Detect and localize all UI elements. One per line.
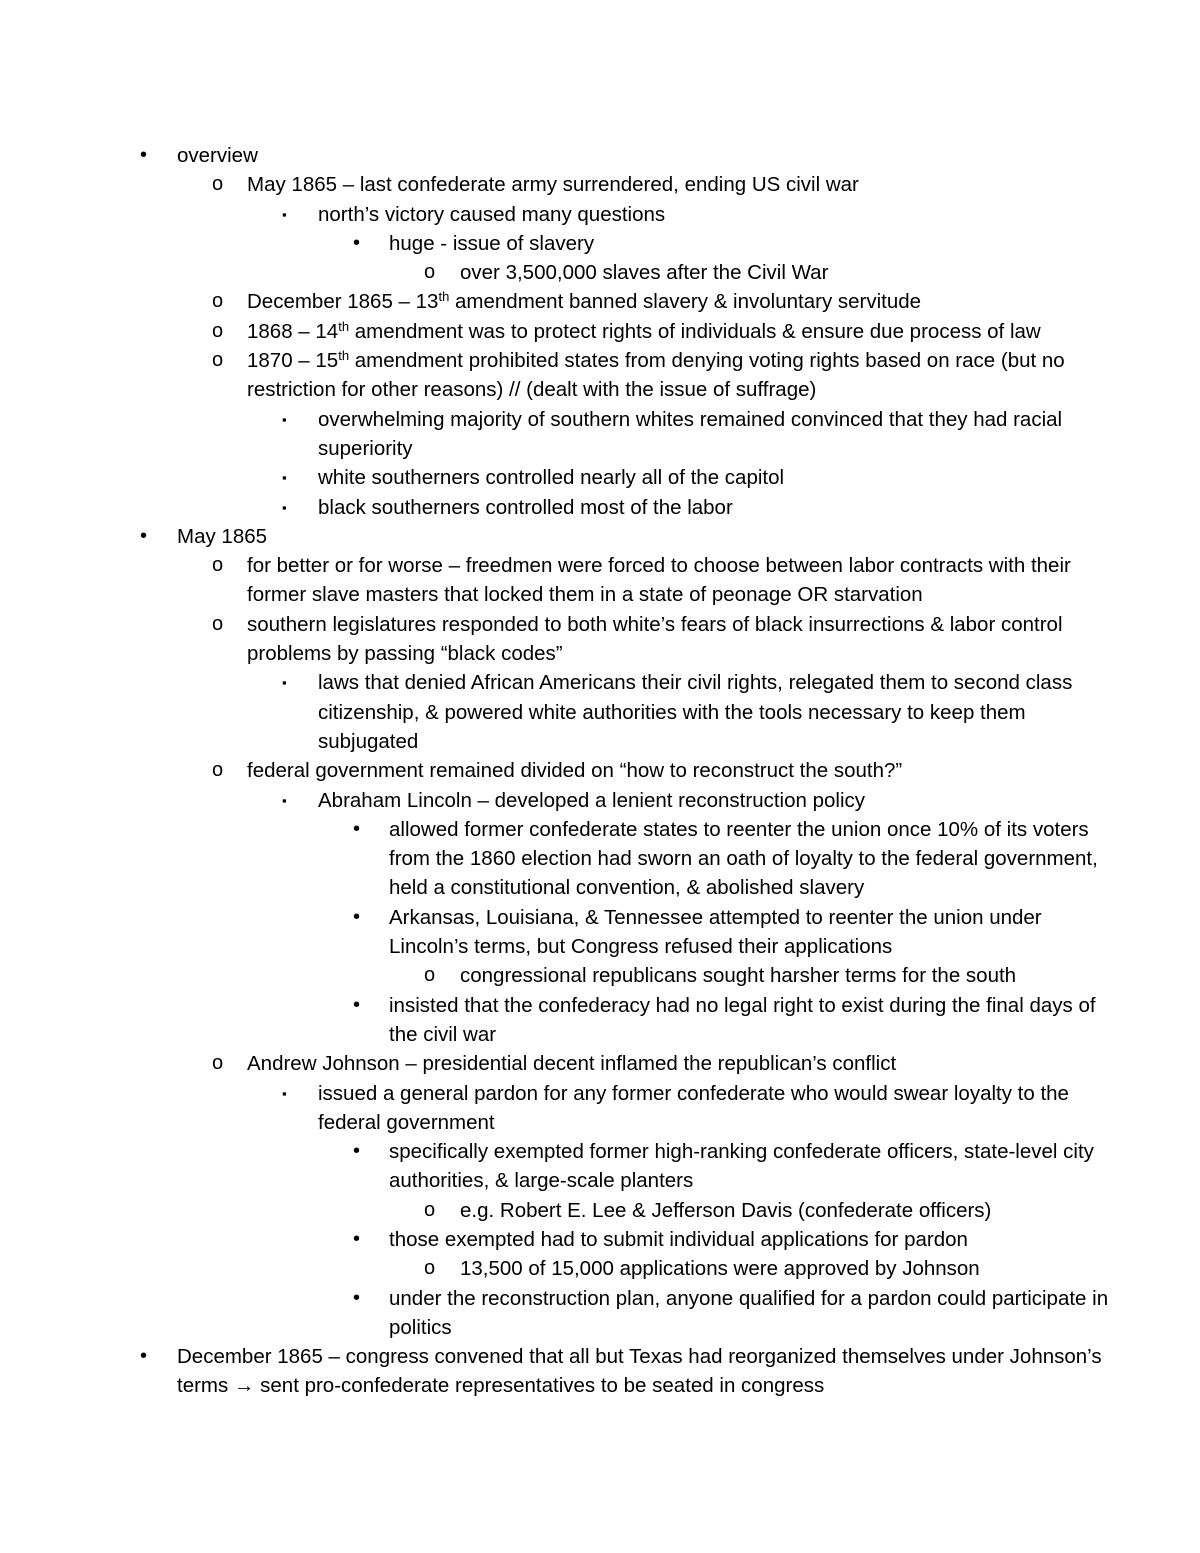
bullet-marker: • [353,231,361,254]
bullet-marker: o [212,554,224,577]
outline-item-level-3 [0,903,1200,962]
bullet-marker: • [140,524,148,547]
bullet-marker: o [212,1052,224,1075]
outline-item-level-2 [0,200,1200,229]
outline-item-level-1 [0,551,1200,610]
item-text [247,320,1041,343]
outline-item-level-4 [0,258,1200,287]
ordinal-superscript: th [338,348,350,364]
outline-item-level-2 [0,1079,1200,1138]
bullet-marker: • [353,905,361,928]
bullet-marker: o [424,964,436,987]
item-text-after: amendment prohibited states from denying voting rights based on race (but no restriction for other reasons) // (dealt with the issue of suffrage) [247,349,1065,402]
bullet-marker: o [424,1257,436,1280]
item-text: north’s victory caused many questions [318,202,666,226]
item-text: Abraham Lincoln – developed a lenient reconstruction policy [318,788,866,812]
item-text: under the reconstruction plan, anyone qualified for a pardon could participate in politics [389,1286,1109,1339]
item-text: 13,500 of 15,000 applications were approved by Johnson [460,1257,980,1281]
bullet-marker: o [212,349,224,372]
bullet-marker: ▪ [282,675,287,691]
item-text: Andrew Johnson – presidential decent inflamed the republican’s conflict [247,1052,897,1076]
outline-item-level-3 [0,1225,1200,1254]
bullet-marker: • [140,1345,148,1368]
bullet-marker: ▪ [282,1085,287,1101]
item-text: federal government remained divided on “how to reconstruct the south?” [247,759,903,783]
bullet-marker: o [212,173,224,196]
item-text: huge - issue of slavery [389,231,595,255]
item-text: for better or for worse – freedmen were forced to choose between labor contracts with their former slave masters that locked them in a state of peonage OR starvation [247,554,1071,607]
item-text: e.g. Robert E. Lee & Jefferson Davis (confederate officers) [460,1198,992,1222]
item-text: December 1865 – congress convened that all but Texas had reorganized themselves under Johnson’s terms → sent pro-confederate representatives to be seated in congress [177,1345,1102,1398]
item-text: black southerners controlled most of the labor [318,495,733,519]
bullet-marker: ▪ [282,206,287,222]
item-text: over 3,500,000 slaves after the Civil War [460,261,829,285]
item-text [247,349,1065,401]
outline-item-level-1 [0,317,1200,346]
outline-item-level-0 [0,522,1200,551]
outline-item-level-3 [0,1137,1200,1196]
outline-item-level-2 [0,786,1200,815]
bullet-marker: o [212,612,224,635]
outline-item-level-0 [0,141,1200,170]
outline-item-level-4 [0,1254,1200,1283]
bullet-marker: ▪ [282,470,287,486]
item-text: congressional republicans sought harsher terms for the south [460,964,1017,988]
item-text: overwhelming majority of southern whites remained convinced that they had racial superiority [318,407,1063,460]
bullet-marker: o [424,1198,436,1221]
bullet-marker: • [353,1286,361,1309]
item-text: issued a general pardon for any former confederate who would swear loyalty to the federal government [318,1081,1069,1134]
outline-item-level-2 [0,405,1200,464]
notes-outline [0,141,1200,1401]
bullet-marker: ▪ [282,411,287,427]
item-text: insisted that the confederacy had no legal right to exist during the final days of the civil war [389,993,1096,1046]
bullet-marker: o [424,261,436,284]
outline-item-level-3 [0,815,1200,903]
item-text-before: 1870 – 15 [247,349,339,373]
outline-item-level-3 [0,991,1200,1050]
item-text: Arkansas, Louisiana, & Tennessee attempted to reenter the union under Lincoln’s terms, but Congress refused their applications [389,905,1042,959]
item-text: those exempted had to submit individual applications for pardon [389,1227,968,1251]
item-text [247,290,921,313]
ordinal-superscript: th [438,289,450,305]
outline-item-level-0 [0,1342,1200,1401]
bullet-marker: • [353,1140,361,1163]
outline-item-level-1 [0,756,1200,785]
bullet-marker: ▪ [282,792,287,808]
bullet-marker: o [212,759,224,782]
outline-item-level-4 [0,961,1200,990]
outline-item-level-1 [0,287,1200,316]
bullet-marker: • [353,1227,361,1250]
bullet-marker: o [212,319,224,342]
item-text: allowed former confederate states to reenter the union once 10% of its voters from the 1860 election had sworn an oath of loyalty to the federal government, held a constitutional convention, & abolished slavery [389,817,1098,900]
item-text: May 1865 [177,524,268,548]
outline-item-level-4 [0,1196,1200,1225]
item-text: May 1865 – last confederate army surrendered, ending US civil war [247,173,859,197]
item-text-before: December 1865 – 13 [247,290,439,314]
item-text-after: amendment banned slavery & involuntary servitude [449,290,922,314]
item-text: laws that denied African Americans their civil rights, relegated them to second class citizenship, & powered white authorities with the tools necessary to keep them subjugated [318,671,1073,753]
outline-item-level-1 [0,346,1200,405]
outline-item-level-1 [0,1049,1200,1078]
bullet-marker: ▪ [282,499,287,515]
bullet-marker: • [140,144,148,166]
outline-item-level-3 [0,229,1200,258]
bullet-marker: • [353,993,361,1016]
outline-item-level-3 [0,1284,1200,1343]
outline-item-level-2 [0,668,1200,756]
outline-item-level-1 [0,610,1200,669]
item-text: specifically exempted former high-ranking confederate officers, state-level city authorities, & large-scale planters [389,1140,1094,1193]
item-text: southern legislatures responded to both white’s fears of black insurrections & labor control problems by passing “black codes” [247,612,1063,666]
item-text: white southerners controlled nearly all of the capitol [318,466,785,490]
outline-item-level-1 [0,170,1200,199]
outline-item-level-2 [0,493,1200,522]
bullet-marker: o [212,290,224,313]
ordinal-superscript: th [338,318,350,334]
item-text-after: amendment was to protect rights of individuals & ensure due process of law [349,319,1041,343]
bullet-marker: • [353,817,361,840]
item-text-before: 1868 – 14 [247,319,339,343]
item-text: overview [177,144,258,167]
outline-item-level-2 [0,463,1200,492]
